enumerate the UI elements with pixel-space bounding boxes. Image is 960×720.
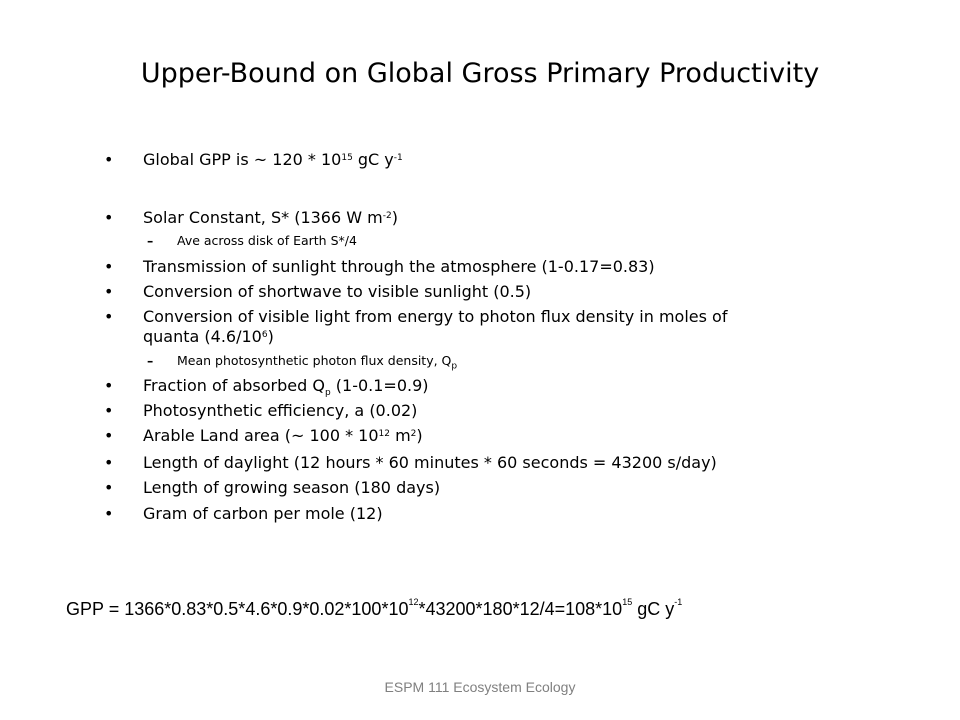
bullet-icon: •	[104, 453, 114, 472]
subbullet-text: Mean photosynthetic photon flux density, $Q_p$	[177, 353, 458, 372]
slide-footer: ESPM 111 Ecosystem Ecology	[384, 679, 576, 695]
dash-icon: –	[147, 233, 154, 248]
dash-icon: –	[147, 353, 154, 368]
bullet-icon: •	[104, 376, 114, 395]
bullet-icon: •	[104, 282, 114, 301]
bullet-icon: •	[104, 307, 114, 326]
bullet-text: Arable Land area (~ $100 * 10^{12}$ $m^2$)	[143, 426, 423, 445]
gpp-formula: GPP = $1366*0.83*0.5*4.6*0.9*0.02*100*10^{12}*43200*180*12/4=108*10^{15}$ gC $y^{-1}$	[66, 597, 683, 619]
subbullet-text: Ave across disk of Earth S*/4	[177, 233, 357, 248]
bullet-text: Solar Constant, S* (1366 W $m^{-2}$)	[143, 208, 398, 227]
bullet-text: Length of growing season (180 days)	[143, 478, 441, 497]
bullet-text: Conversion of shortwave to visible sunlight (0.5)	[143, 282, 532, 301]
bullet-icon: •	[104, 208, 114, 227]
bullet-text: Gram of carbon per mole (12)	[143, 504, 383, 523]
bullet-text: Global GPP is ~ $120 * 10^{15}$ gC $y^{-1}$	[143, 150, 403, 169]
bullet-icon: •	[104, 504, 114, 523]
bullet-text: Length of daylight (12 hours * 60 minutes * 60 seconds = 43200 s/day)	[143, 453, 717, 472]
bullet-icon: •	[104, 150, 114, 169]
bullet-text: Conversion of visible light from energy to photon flux density in moles of quanta $(4.6/10^6)$	[143, 307, 728, 346]
bullet-icon: •	[104, 426, 114, 445]
slide-title: Upper-Bound on Global Gross Primary Productivity	[140, 58, 820, 89]
bullet-text: Fraction of absorbed $Q_p$ (1-0.1=0.9)	[143, 376, 429, 399]
bullet-icon: •	[104, 401, 114, 420]
bullet-text: Photosynthetic efficiency, a (0.02)	[143, 401, 418, 420]
bullet-icon: •	[104, 257, 114, 276]
bullet-icon: •	[104, 478, 114, 497]
bullet-text: Transmission of sunlight through the atmosphere (1-0.17=0.83)	[143, 257, 655, 276]
